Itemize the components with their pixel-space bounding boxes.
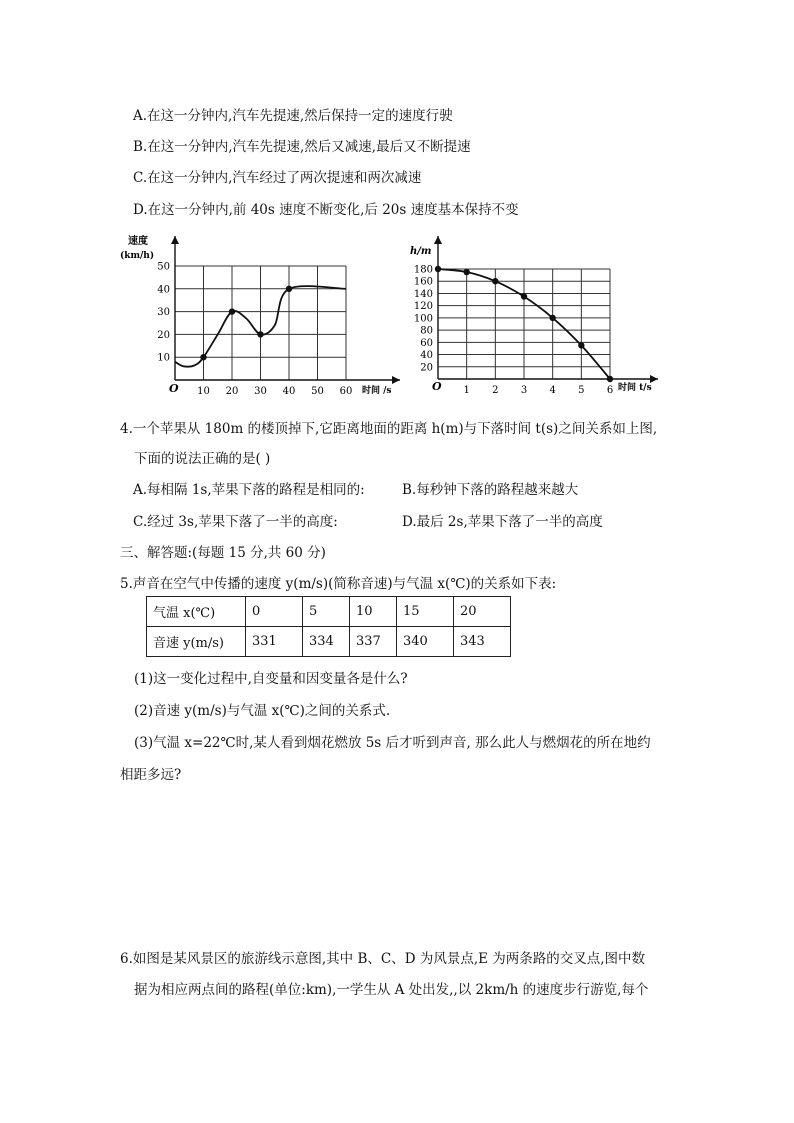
height-y-tick-label: 80: [420, 325, 433, 337]
height-x-tick-label: 5: [578, 385, 585, 396]
table-cell: 331: [246, 627, 303, 657]
q3-option-a: A.在这一分钟内,汽车先提速,然后保持一定的速度行驶: [133, 108, 453, 124]
speed-data-point: [286, 286, 292, 292]
height-y-tick-label: 60: [420, 337, 433, 349]
table-cell: 337: [350, 627, 397, 657]
speed-ylabel-line1: 速度: [128, 236, 148, 247]
height-y-tick-label: 40: [420, 350, 433, 362]
speed-y-tick-label: 20: [157, 329, 170, 341]
speed-xlabel: 时间 /s: [362, 386, 392, 396]
section-3-heading: 三、解答题:(每题 15 分,共 60 分): [120, 545, 326, 561]
q5-sub-3b: 相距多远?: [120, 767, 182, 783]
speed-y-tick-label: 30: [157, 307, 170, 319]
height-y-tick-label: 140: [413, 288, 433, 300]
q4-option-d: D.最后 2s,苹果下落了一半的高度: [402, 514, 603, 530]
height-data-point: [607, 376, 613, 382]
table-cell: 334: [303, 627, 350, 657]
speed-data-point: [257, 331, 263, 337]
speed-origin-label: O: [169, 382, 179, 395]
height-origin-label: O: [432, 380, 442, 393]
height-y-tick-label: 20: [420, 362, 433, 374]
speed-y-tick-label: 40: [157, 284, 170, 296]
speed-x-tick-label: 40: [282, 386, 296, 397]
speed-x-tick-label: 30: [254, 386, 267, 397]
q4-line2: 下面的说法正确的是( ): [134, 451, 271, 467]
q4-option-b: B.每秒钟下落的路程越来越大: [402, 482, 579, 498]
speed-x-tick-label: 50: [311, 386, 324, 397]
q3-option-c: C.在这一分钟内,汽车经过了两次提速和两次减速: [133, 170, 422, 186]
height-data-point: [549, 315, 555, 321]
height-ylabel: h/m: [410, 246, 432, 257]
height-data-point: [435, 266, 441, 272]
table-cell: 20: [454, 597, 511, 627]
height-x-tick-label: 1: [463, 385, 470, 396]
q5-sub-2: (2)音速 y(m/s)与气温 x(℃)之间的关系式.: [134, 703, 391, 719]
height-data-point: [578, 342, 584, 348]
table-cell: 10: [350, 597, 397, 627]
q3-option-d: D.在这一分钟内,前 40s 速度不断变化,后 20s 速度基本保持不变: [133, 202, 519, 218]
speed-y-axis-arrow: [171, 236, 179, 244]
table-cell: 15: [397, 597, 454, 627]
table-cell: 343: [454, 627, 511, 657]
height-xlabel: 时间 t/s: [618, 383, 652, 393]
q5-sub-3a: (3)气温 x=22℃时,某人看到烟花燃放 5s 后才听到声音, 那么此人与燃烟花的所在地约: [134, 735, 651, 751]
height-x-tick-label: 3: [520, 385, 528, 396]
speed-y-tick-label: 50: [157, 261, 170, 273]
height-y-tick-label: 160: [413, 276, 433, 288]
q6-line2: 据为相应两点间的路程(单位:km),一学生从 A 处出发,,以 2km/h 的速度步行游览,每个: [134, 982, 649, 998]
q5-table: [146, 596, 511, 657]
table-cell: 0: [246, 597, 303, 627]
speed-data-point: [229, 308, 235, 314]
height-y-axis-arrow: [434, 236, 442, 244]
height-x-tick-label: 6: [606, 385, 614, 396]
q5-sub-1: (1)这一变化过程中,自变量和因变量各是什么?: [134, 671, 408, 687]
height-y-tick-label: 180: [413, 264, 433, 276]
height-x-tick-label: 4: [549, 385, 556, 396]
height-x-axis-arrow: [650, 375, 658, 383]
q6-line1: 6.如图是某风景区的旅游线示意图,其中 B、C、D 为风景点,E 为两条路的交叉点,图中数: [120, 951, 646, 967]
speed-data-point: [200, 354, 206, 360]
speed-ylabel-line2: (km/h): [120, 251, 155, 261]
height-data-point: [492, 278, 498, 284]
height-y-tick-label: 120: [413, 301, 433, 313]
speed-time-chart: [116, 228, 406, 406]
q4-option-a: A.每相隔 1s,苹果下落的路程是相同的:: [133, 482, 365, 498]
height-x-tick-label: 2: [492, 385, 499, 396]
q3-option-b: B.在这一分钟内,汽车先提速,然后又减速,最后又不断提速: [133, 139, 471, 155]
speed-y-tick-label: 10: [157, 352, 170, 364]
q4-line1: 4.一个苹果从 180m 的楼顶掉下,它距离地面的距离 h(m)与下落时间 t(s)之间关系如上图,: [120, 421, 658, 437]
height-y-tick-label: 100: [413, 313, 433, 325]
table-row: [147, 597, 511, 627]
table-cell: 5: [303, 597, 350, 627]
speed-x-tick-label: 60: [339, 386, 353, 397]
speed-x-tick-label: 20: [225, 386, 239, 397]
speed-x-tick-label: 10: [197, 386, 210, 397]
q4-option-c: C.经过 3s,苹果下落了一半的高度:: [133, 514, 338, 530]
table-cell: 340: [397, 627, 454, 657]
q5-intro: 5.声音在空气中传播的速度 y(m/s)(简称音速)与气温 x(℃)的关系如下表:: [120, 576, 557, 592]
height-data-point: [521, 293, 527, 299]
height-time-chart: [406, 228, 662, 406]
speed-x-axis-arrow: [392, 376, 400, 384]
table-cell: 音速 y(m/s): [147, 627, 246, 657]
table-cell: 气温 x(℃): [147, 597, 246, 627]
height-data-point: [463, 269, 469, 275]
table-row: [147, 627, 511, 657]
